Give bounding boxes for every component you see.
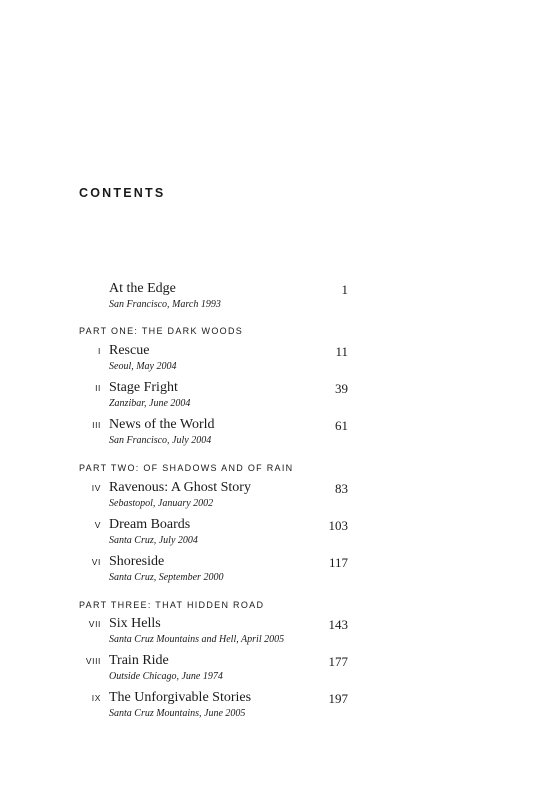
- entry-subtitle: San Francisco, July 2004: [109, 435, 212, 446]
- toc-entry[interactable]: [0, 417, 540, 451]
- entry-subtitle: Santa Cruz Mountains and Hell, April 2005: [109, 634, 285, 645]
- entry-page-number: 177: [328, 654, 348, 669]
- toc-entry[interactable]: [0, 343, 540, 377]
- toc-entry[interactable]: [0, 616, 540, 650]
- entry-subtitle: San Francisco, March 1993: [109, 299, 221, 310]
- entry-page-number: 1: [341, 282, 348, 297]
- entry-subtitle: Santa Cruz, September 2000: [109, 572, 224, 583]
- entry-page-number: 11: [335, 344, 348, 359]
- entry-page-number: 39: [335, 381, 348, 396]
- entry-title: Train Ride: [109, 653, 169, 668]
- entry-numeral: II: [95, 383, 101, 393]
- entry-subtitle: Sebastopol, January 2002: [109, 498, 214, 509]
- entry-title: Dream Boards: [109, 517, 191, 532]
- part-heading: PART TWO: OF SHADOWS AND OF RAIN: [79, 463, 294, 473]
- entry-numeral: IV: [91, 483, 101, 493]
- contents-heading: CONTENTS: [79, 186, 166, 200]
- toc-entry[interactable]: [0, 480, 540, 514]
- entry-page-number: 61: [335, 418, 348, 433]
- entry-subtitle: Santa Cruz Mountains, June 2005: [109, 708, 246, 719]
- entry-numeral: V: [94, 520, 101, 530]
- entry-subtitle: Zanzibar, June 2004: [109, 398, 191, 409]
- entry-subtitle: Outside Chicago, June 1974: [109, 671, 223, 682]
- entry-title: Ravenous: A Ghost Story: [109, 480, 251, 495]
- entry-page-number: 143: [328, 617, 348, 632]
- toc-entry[interactable]: [0, 690, 540, 724]
- entry-title: Rescue: [109, 343, 150, 358]
- entry-title: Six Hells: [109, 616, 161, 631]
- entry-page-number: 117: [328, 555, 348, 570]
- entry-numeral: VII: [88, 619, 101, 629]
- toc-entry[interactable]: [0, 380, 540, 414]
- entry-subtitle: Seoul, May 2004: [109, 361, 177, 372]
- entry-page-number: 103: [328, 518, 348, 533]
- part-heading: PART THREE: THAT HIDDEN ROAD: [79, 600, 265, 610]
- toc-entry[interactable]: [0, 554, 540, 588]
- entry-title: Stage Fright: [109, 380, 178, 395]
- entry-title: The Unforgivable Stories: [109, 690, 252, 705]
- entry-numeral: VIII: [85, 656, 101, 666]
- entry-title: Shoreside: [109, 554, 165, 569]
- entry-page-number: 83: [335, 481, 348, 496]
- entry-numeral: VI: [91, 557, 101, 567]
- entry-numeral: III: [92, 420, 101, 430]
- part-heading: PART ONE: THE DARK WOODS: [79, 326, 244, 336]
- entry-subtitle: Santa Cruz, July 2004: [109, 535, 198, 546]
- toc-entry-prologue[interactable]: [0, 281, 540, 315]
- entry-title: At the Edge: [109, 281, 176, 296]
- entry-numeral: I: [98, 346, 101, 356]
- toc-entry[interactable]: [0, 517, 540, 551]
- entry-numeral: IX: [91, 693, 101, 703]
- entry-title: News of the World: [109, 417, 215, 432]
- entry-page-number: 197: [328, 691, 348, 706]
- toc-entry[interactable]: [0, 653, 540, 687]
